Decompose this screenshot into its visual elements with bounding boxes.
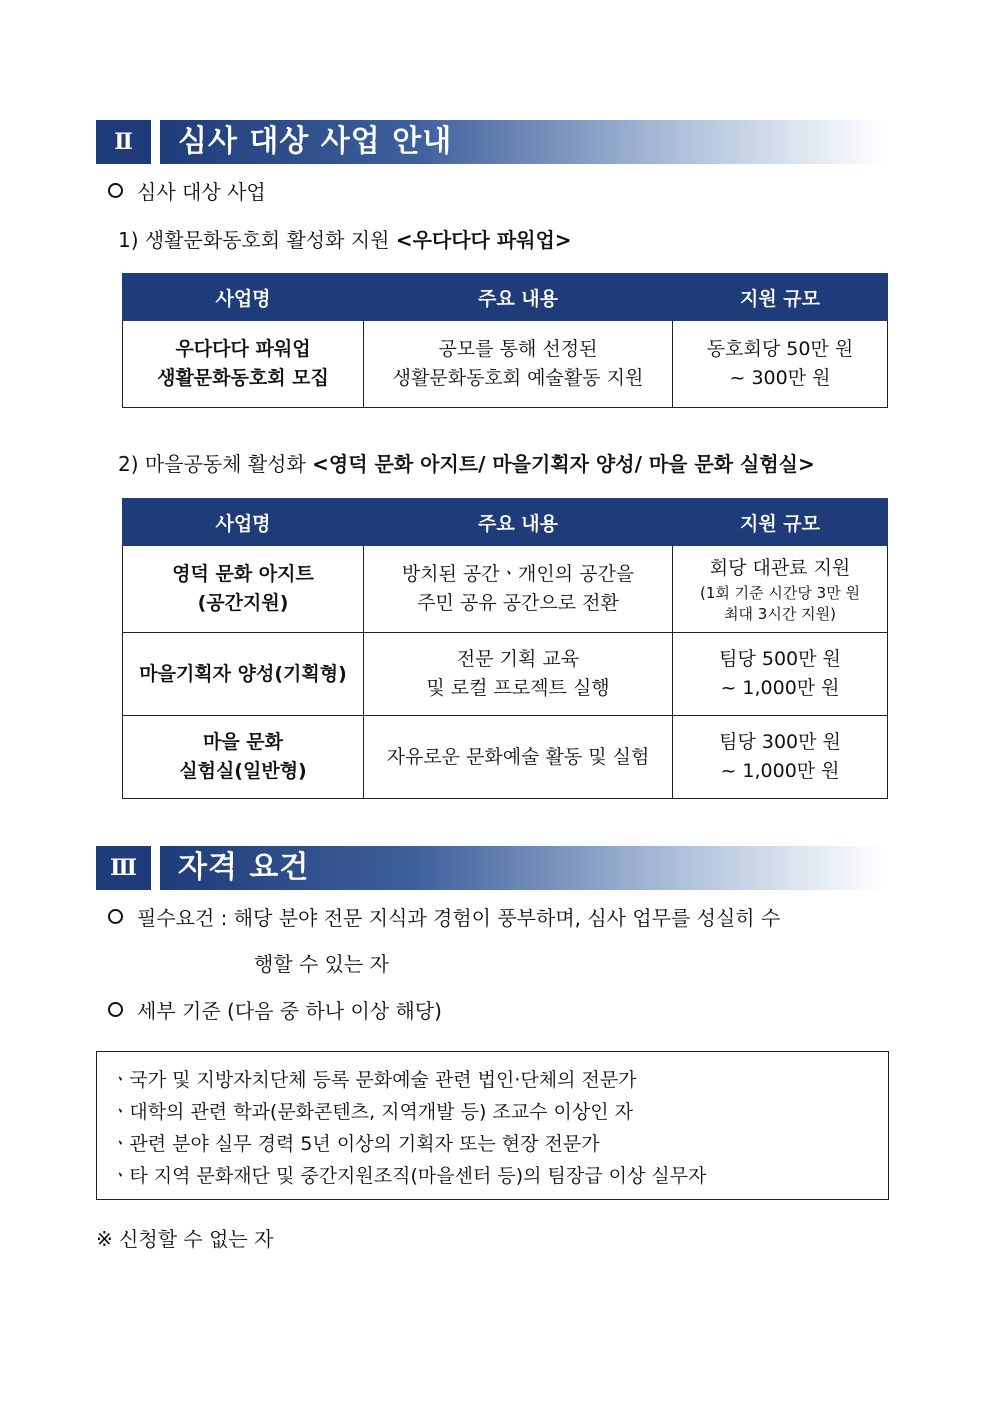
requirement-line-1 [108, 904, 780, 932]
row-content-line: 방치된 공간ㆍ개인의 공간을 [401, 563, 635, 585]
header-content: 주요 내용 [364, 274, 673, 321]
criteria-box [96, 1051, 889, 1200]
row-scale-note: (1회 기준 시간당 3만 원 [700, 583, 860, 602]
row-scale-line: 회당 대관료 지원 [709, 556, 851, 579]
section-3-title: 자격 요건 [178, 850, 310, 885]
row-name-line: (공간지원) [197, 592, 289, 614]
row-name-line: 마을기획자 양성(기획형) [139, 662, 347, 685]
section-2-number: Ⅱ [96, 120, 151, 164]
detail-text: 세부 기준 (다음 중 하나 이상 해당) [137, 999, 442, 1023]
circle-bullet-icon [108, 909, 123, 924]
row-scale-line: 팀당 300만 원 [719, 731, 841, 753]
requirement-text-1: 필수요건 : 해당 분야 전문 지식과 경험이 풍부하며, 심사 업무를 성실히 수 [137, 906, 781, 930]
row-scale-cell [673, 633, 888, 716]
row-content-cell [364, 546, 673, 633]
ineligible-note: ※ 신청할 수 없는 자 [96, 1227, 274, 1251]
row-content-line: 공모를 통해 선정된 [438, 338, 598, 360]
row-name-cell [123, 716, 364, 799]
table-row [123, 633, 888, 716]
bullet-review-target [108, 178, 266, 206]
row-scale-line: ~ 300만 원 [729, 367, 831, 389]
circle-bullet-icon [108, 1002, 123, 1017]
criteria-item: ㆍ대학의 관련 학과(문화콘텐츠, 지역개발 등) 조교수 이상인 자 [111, 1101, 633, 1123]
bullet-text: 심사 대상 사업 [137, 180, 266, 204]
table-row [123, 546, 888, 633]
row-name-cell [123, 321, 364, 408]
row-content-line: 주민 공유 공간으로 전환 [417, 592, 619, 614]
header-name: 사업명 [123, 274, 364, 321]
row-scale-cell [673, 546, 888, 633]
item-1-heading [118, 226, 572, 254]
table-header-row [123, 499, 888, 546]
item-1-label: 1) 생활문화동호회 활성화 지원 [118, 228, 390, 252]
table-row [123, 321, 888, 408]
circle-bullet-icon [108, 183, 123, 198]
row-content-line: 생활문화동호회 예술활동 지원 [392, 367, 644, 389]
section-3-title-bar [160, 846, 886, 890]
item-1-highlight: <우다다다 파워업> [395, 228, 572, 252]
criteria-item: ㆍ국가 및 지방자치단체 등록 문화예술 관련 법인·단체의 전문가 [111, 1069, 637, 1091]
section-3-number: Ⅲ [96, 846, 151, 890]
criteria-item: ㆍ관련 분야 실무 경력 5년 이상의 기획자 또는 현장 전문가 [111, 1133, 600, 1155]
row-content-cell [364, 716, 673, 799]
section-2-title-bar [160, 120, 886, 164]
table-row [123, 716, 888, 799]
row-scale-line: ~ 1,000만 원 [720, 677, 840, 699]
header-scale: 지원 규모 [673, 499, 888, 546]
row-scale-line: 팀당 500만 원 [719, 648, 841, 670]
row-scale-line: ~ 1,000만 원 [720, 760, 840, 782]
row-name-cell [123, 546, 364, 633]
row-name-cell [123, 633, 364, 716]
row-scale-cell [673, 321, 888, 408]
row-name-line: 우다다다 파워업 [175, 338, 311, 360]
item-2-label: 2) 마을공동체 활성화 [118, 452, 306, 476]
row-content-cell [364, 321, 673, 408]
row-name-line: 영덕 문화 아지트 [172, 563, 314, 585]
row-name-line: 생활문화동호회 모집 [157, 367, 329, 389]
row-scale-note: 최대 3시간 지원) [724, 604, 836, 623]
table-header-row [123, 274, 888, 321]
requirement-line-2: 행할 수 있는 자 [254, 952, 389, 976]
item-2-highlight: <영덕 문화 아지트/ 마을기획자 양성/ 마을 문화 실험실> [312, 452, 815, 476]
header-name: 사업명 [123, 499, 364, 546]
table-powerup [122, 273, 888, 408]
row-content-line: 자유로운 문화예술 활동 및 실험 [386, 745, 650, 768]
header-scale: 지원 규모 [673, 274, 888, 321]
item-2-heading [118, 450, 815, 478]
section-2-title: 심사 대상 사업 안내 [178, 124, 453, 159]
detail-criteria-heading [108, 997, 442, 1025]
row-content-cell [364, 633, 673, 716]
section-2-header [96, 120, 886, 164]
criteria-item: ㆍ타 지역 문화재단 및 중간지원조직(마을센터 등)의 팀장급 이상 실무자 [111, 1165, 707, 1187]
row-name-line: 실험실(일반형) [179, 760, 307, 782]
table-community [122, 498, 888, 799]
row-name-line: 마을 문화 [202, 731, 284, 753]
row-content-line: 전문 기획 교육 [456, 648, 580, 670]
row-scale-line: 동호회당 50만 원 [706, 338, 854, 360]
header-content: 주요 내용 [364, 499, 673, 546]
row-content-line: 및 로컬 프로젝트 실행 [426, 677, 610, 699]
row-scale-cell [673, 716, 888, 799]
section-3-header [96, 846, 886, 890]
